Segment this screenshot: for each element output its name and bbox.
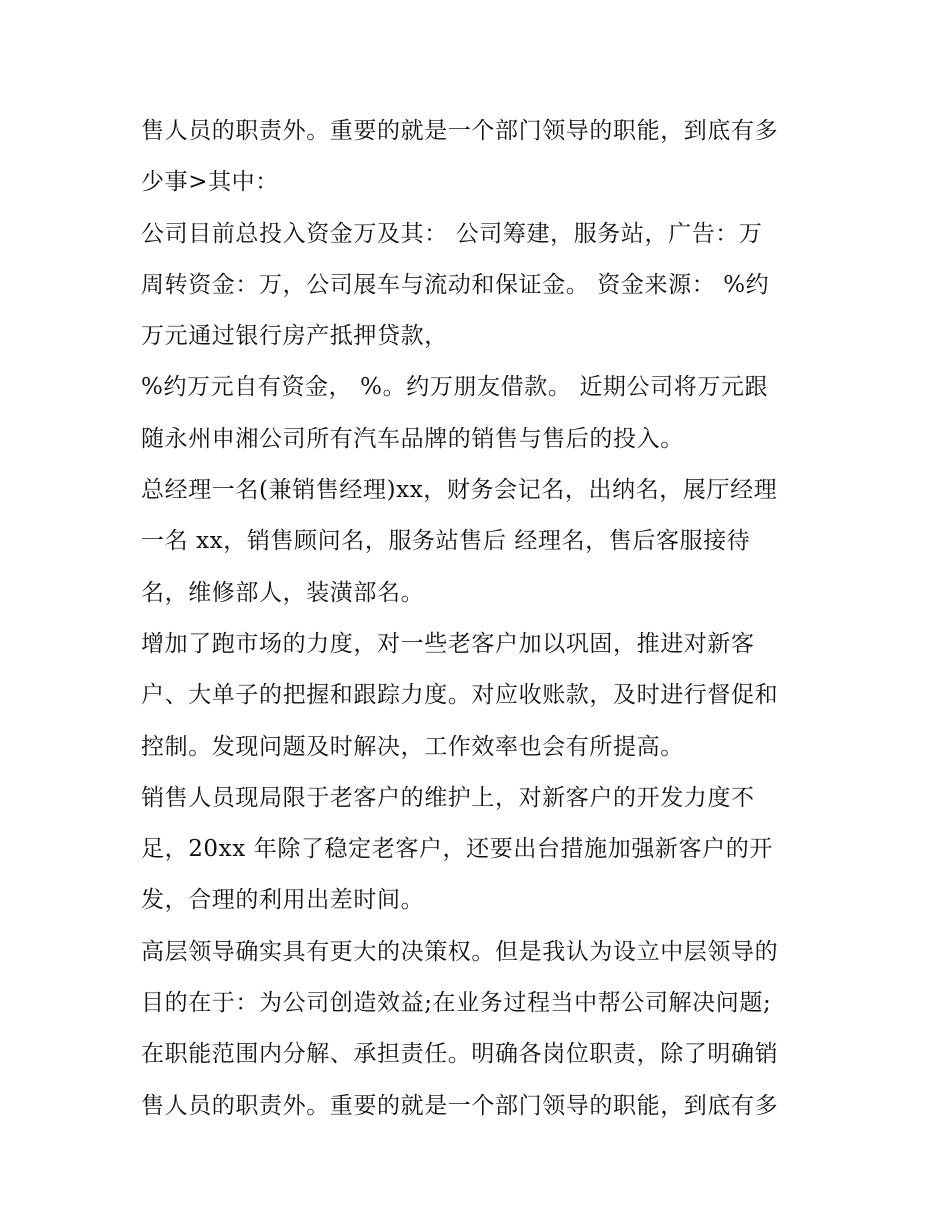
- text-line: 售人员的职责外。重要的就是一个部门领导的职能，到底有多: [141, 1092, 779, 1119]
- text-line: 一名 xx，销售顾问名，服务站售后 经理名，售后客服接待: [141, 528, 751, 555]
- text-line: 控制。发现问题及时解决，工作效率也会有所提高。: [141, 733, 684, 760]
- text-line: 万元通过银行房产抵押贷款，: [141, 323, 448, 350]
- text-line: 随永州申湘公司所有汽车品牌的销售与售后的投入。: [141, 425, 684, 452]
- text-line: 售人员的职责外。重要的就是一个部门领导的职能，到底有多: [141, 118, 779, 144]
- text-line: 公司目前总投入资金万及其： 公司筹建，服务站，广告：万: [141, 220, 763, 247]
- text-line: 周转资金：万，公司展车与流动和保证金。 资金来源： %约: [141, 271, 770, 298]
- text-line: 户、大单子的把握和跟踪力度。对应收账款，及时进行督促和: [141, 682, 779, 709]
- document-body: [141, 106, 821, 1132]
- text-line: 名，维修部人，装潢部名。: [141, 579, 425, 606]
- text-line: 目的在于：为公司创造效益;在业务过程当中帮公司解决问题;: [141, 990, 772, 1017]
- text-line: 总经理一名(兼销售经理)xx，财务会记名，出纳名，展厅经理: [141, 477, 778, 504]
- text-line: 在职能范围内分解、承担责任。明确各岗位职责，除了明确销: [141, 1041, 779, 1068]
- text-line: 增加了跑市场的力度，对一些老客户加以巩固，推进对新客: [141, 630, 755, 657]
- text-line: %约万元自有资金， %。约万朋友借款。 近期公司将万元跟: [141, 374, 769, 401]
- text-line: 足，20xx 年除了稳定老客户，还要出台措施加强新客户的开: [141, 836, 773, 863]
- text-line: 少事>其中：: [141, 169, 279, 196]
- text-line: 销售人员现局限于老客户的维护上，对新客户的开发力度不: [141, 784, 755, 811]
- text-line: 高层领导确实具有更大的决策权。但是我认为设立中层领导的: [141, 938, 779, 965]
- text-line: 发，合理的利用出差时间。: [141, 887, 425, 914]
